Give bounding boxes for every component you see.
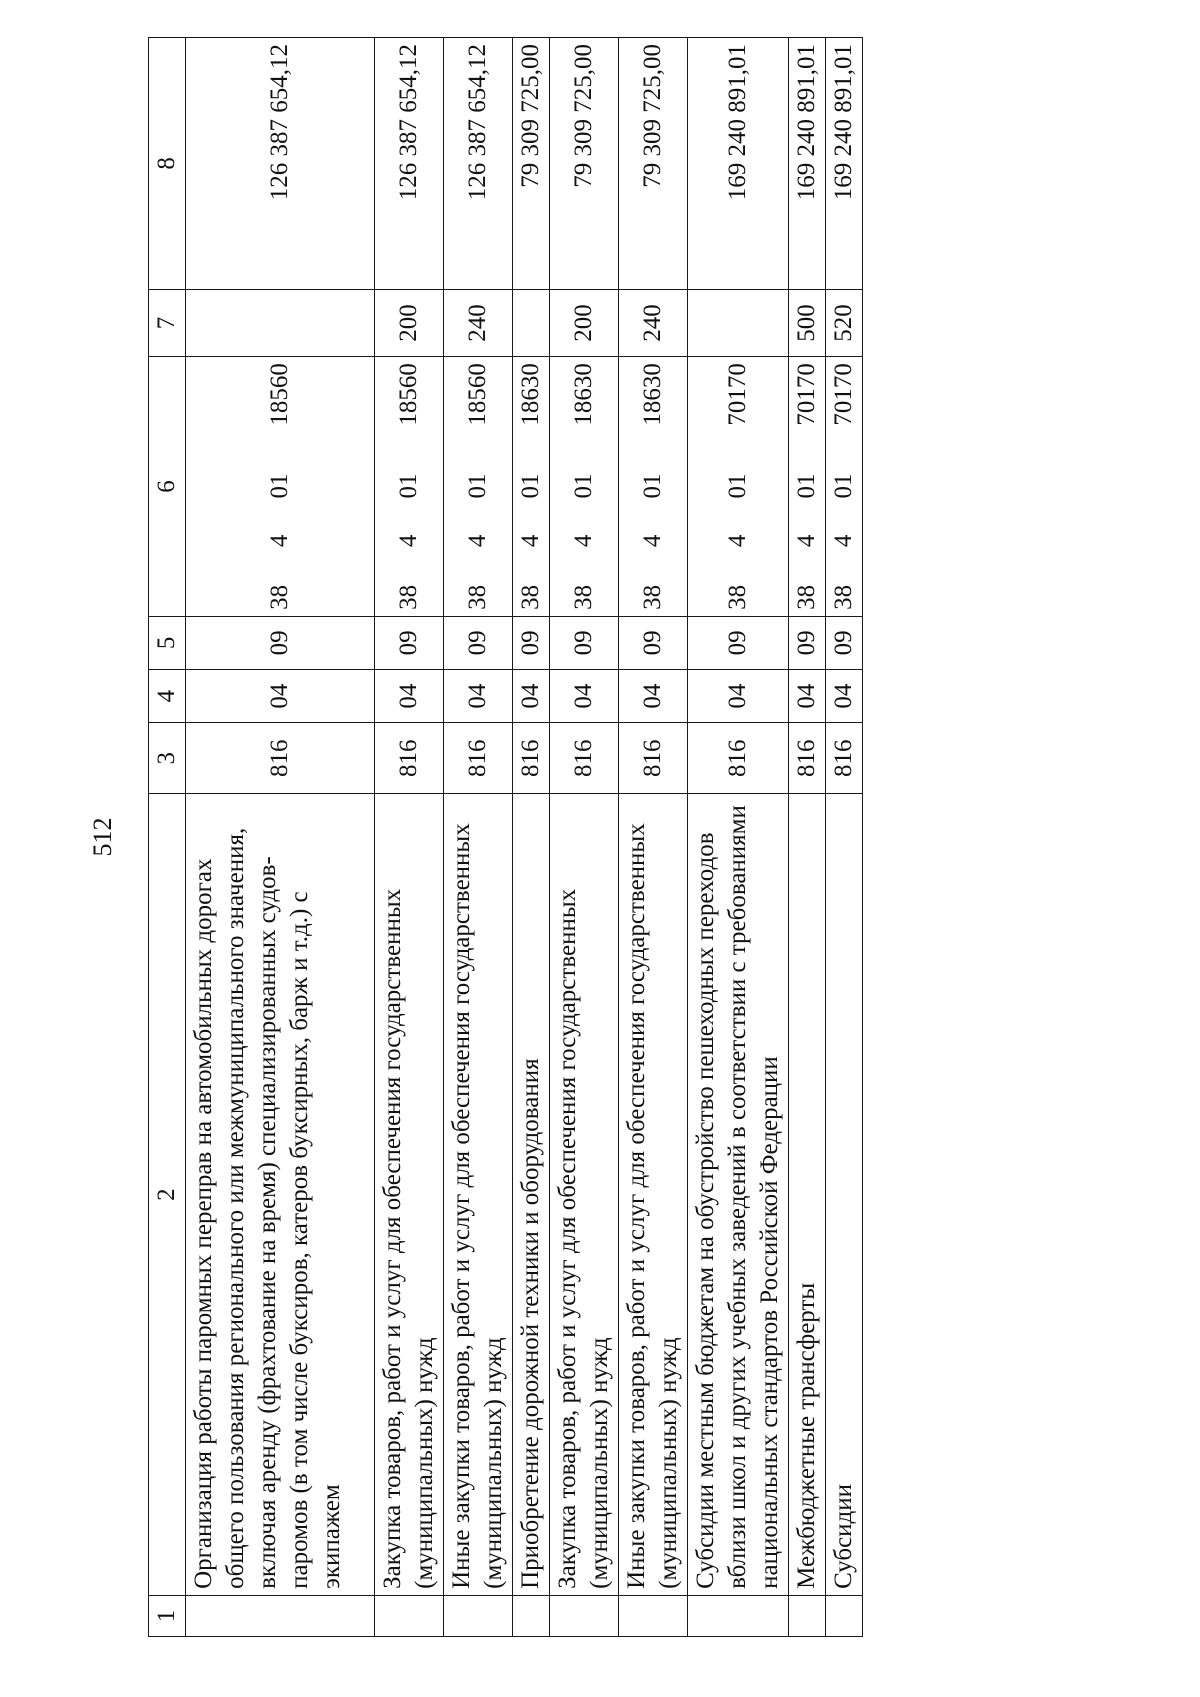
target-article-code [619,357,688,617]
subsection-code: 09 [444,616,513,669]
header-col-4: 4 [149,670,186,723]
amount: 126 387 654,12 [375,38,444,290]
section-code: 04 [513,670,550,723]
section-code: 04 [789,670,826,723]
expense-type-code: 200 [550,289,619,356]
section-code: 04 [444,670,513,723]
amount: 126 387 654,12 [444,38,513,290]
page-number: 512 [88,817,117,857]
table-row [826,38,863,1637]
csr-direction: 70170 [724,363,751,426]
header-col-6: 6 [149,357,186,617]
csr-type: 4 [570,534,597,548]
csr-subprogram: 01 [395,473,422,499]
target-article-code [550,357,619,617]
row-number-cell [375,1595,444,1636]
expense-type-code: 500 [789,289,826,356]
header-col-7: 7 [149,289,186,356]
header-col-1: 1 [149,1595,186,1636]
csr-subprogram: 01 [266,473,293,499]
subsection-code: 09 [826,616,863,669]
header-col-8: 8 [149,38,186,290]
csr-type: 4 [830,534,857,548]
subsection-code: 09 [688,616,789,669]
subsection-code: 09 [513,616,550,669]
row-name: Межбюджетные трансферты [789,794,826,1596]
csr-subprogram: 01 [639,473,666,499]
csr-subprogram: 01 [793,473,820,499]
ministry-code: 816 [444,723,513,794]
csr-program: 38 [639,584,666,610]
ministry-code: 816 [550,723,619,794]
table-row [186,38,375,1637]
section-code: 04 [688,670,789,723]
csr-program: 38 [395,584,422,610]
amount: 126 387 654,12 [186,38,375,290]
target-article-code [375,357,444,617]
table-row [375,38,444,1637]
csr-direction: 18630 [639,363,666,426]
row-name: Закупка товаров, работ и услуг для обеспечения государственных (муниципальных) нужд [375,794,444,1596]
table-row [619,38,688,1637]
expense-type-code: 520 [826,289,863,356]
section-code: 04 [619,670,688,723]
csr-program: 38 [570,584,597,610]
header-col-2: 2 [149,794,186,1596]
row-name: Иные закупки товаров, работ и услуг для обеспечения государственных (муниципальных) нужд [619,794,688,1596]
csr-subprogram: 01 [464,473,491,499]
csr-direction: 18630 [517,363,544,426]
subsection-code: 09 [375,616,444,669]
csr-program: 38 [830,584,857,610]
subsection-code: 09 [550,616,619,669]
row-number-cell [513,1595,550,1636]
csr-subprogram: 01 [570,473,597,499]
section-code: 04 [826,670,863,723]
row-name: Закупка товаров, работ и услуг для обеспечения государственных (муниципальных) нужд [550,794,619,1596]
table-row [444,38,513,1637]
ministry-code: 816 [826,723,863,794]
csr-subprogram: 01 [517,473,544,499]
amount: 169 240 891,01 [789,38,826,290]
row-name: Иные закупки товаров, работ и услуг для обеспечения государственных (муниципальных) нужд [444,794,513,1596]
csr-type: 4 [266,534,293,548]
expense-type-code [688,289,789,356]
subsection-code: 09 [789,616,826,669]
ministry-code: 816 [688,723,789,794]
table-row [550,38,619,1637]
csr-subprogram: 01 [724,473,751,499]
csr-program: 38 [517,584,544,610]
ministry-code: 816 [375,723,444,794]
csr-direction: 18630 [570,363,597,426]
expense-type-code: 200 [375,289,444,356]
section-code: 04 [550,670,619,723]
csr-direction: 70170 [830,363,857,426]
target-article-code [688,357,789,617]
section-code: 04 [375,670,444,723]
target-article-code [513,357,550,617]
ministry-code: 816 [619,723,688,794]
csr-program: 38 [724,584,751,610]
csr-subprogram: 01 [830,473,857,499]
csr-type: 4 [464,534,491,548]
ministry-code: 816 [513,723,550,794]
row-number-cell [444,1595,513,1636]
target-article-code [826,357,863,617]
csr-program: 38 [266,584,293,610]
header-col-3: 3 [149,723,186,794]
subsection-code: 09 [186,616,375,669]
target-article-code [789,357,826,617]
section-code: 04 [186,670,375,723]
row-number-cell [826,1595,863,1636]
csr-type: 4 [639,534,666,548]
row-name: Субсидии [826,794,863,1596]
target-article-code [186,357,375,617]
csr-type: 4 [793,534,820,548]
csr-program: 38 [464,584,491,610]
row-number-cell [186,1595,375,1636]
table-row [688,38,789,1637]
row-name: Субсидии местным бюджетам на обустройство пешеходных переходов вблизи школ и других учебных заведений в соответствии с требованиями национальных стандартов Российской Федерации [688,794,789,1596]
ministry-code: 816 [186,723,375,794]
amount: 79 309 725,00 [550,38,619,290]
row-number-cell [688,1595,789,1636]
header-row [149,38,186,1637]
csr-direction: 18560 [395,363,422,426]
header-col-5: 5 [149,616,186,669]
ministry-code: 816 [789,723,826,794]
amount: 169 240 891,01 [826,38,863,290]
row-number-cell [619,1595,688,1636]
expense-type-code: 240 [619,289,688,356]
table-row [789,38,826,1637]
csr-type: 4 [517,534,544,548]
csr-direction: 18560 [266,363,293,426]
budget-table [148,37,863,1637]
row-name: Приобретение дорожной техники и оборудования [513,794,550,1596]
csr-direction: 70170 [793,363,820,426]
amount: 79 309 725,00 [619,38,688,290]
expense-type-code [513,289,550,356]
csr-program: 38 [793,584,820,610]
row-number-cell [789,1595,826,1636]
subsection-code: 09 [619,616,688,669]
expense-type-code: 240 [444,289,513,356]
target-article-code [444,357,513,617]
amount: 169 240 891,01 [688,38,789,290]
csr-type: 4 [395,534,422,548]
expense-type-code [186,289,375,356]
amount: 79 309 725,00 [513,38,550,290]
row-name: Организация работы паромных переправ на автомобильных дорогах общего пользования регионального или межмуниципального значения, включая аренду (фрахтование на время) специализированных судов-паромов (в том числе буксиров, катеров буксирных, барж и т.д.) с экипажем [186,794,375,1596]
row-number-cell [550,1595,619,1636]
table-row [513,38,550,1637]
csr-direction: 18560 [464,363,491,426]
csr-type: 4 [724,534,751,548]
